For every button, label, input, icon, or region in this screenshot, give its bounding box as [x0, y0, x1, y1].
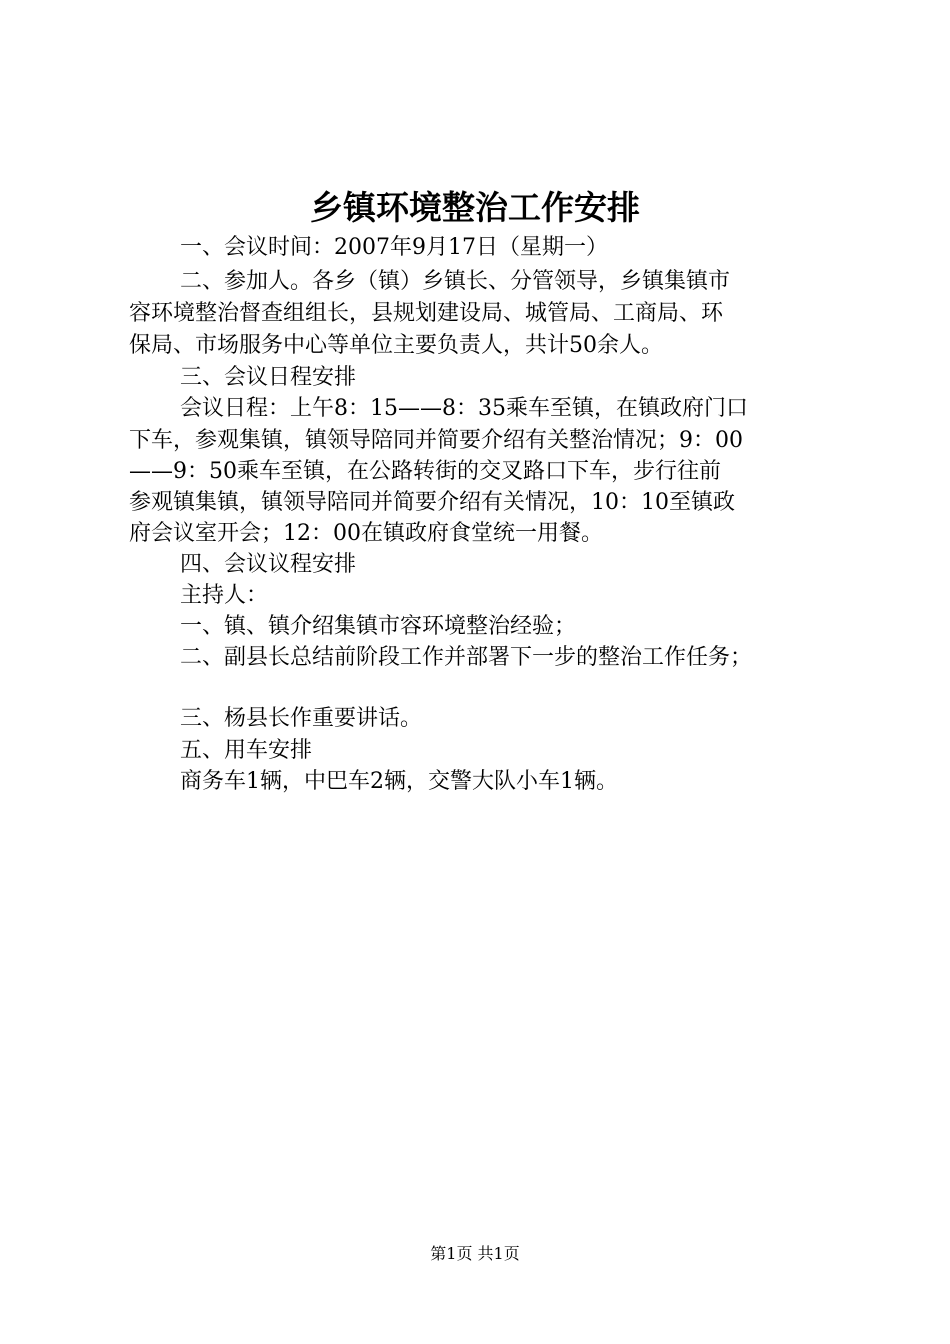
schedule-line-4: 参观镇集镇，镇领导陪同并简要介绍有关情况，10：10至镇政 — [129, 490, 735, 515]
meeting-time-line: 一、会议时间：2007年9月17日（星期一） — [180, 235, 608, 260]
participants-line-2: 容环境整治督查组组长，县规划建设局、城管局、工商局、环 — [129, 301, 724, 326]
page-footer: 第1页 共1页 — [430, 1244, 520, 1263]
section-schedule-heading: 三、会议日程安排 — [180, 365, 357, 390]
agenda-item-3: 三、杨县长作重要讲话。 — [180, 706, 423, 731]
host-line: 主持人： — [180, 583, 269, 608]
agenda-item-2: 二、副县长总结前阶段工作并部署下一步的整治工作任务； — [180, 645, 753, 670]
vehicles-line: 商务车1辆，中巴车2辆，交警大队小车1辆。 — [180, 769, 618, 794]
schedule-line-5: 府会议室开会；12：00在镇政府食堂统一用餐。 — [129, 521, 603, 546]
schedule-line-2: 下车，参观集镇，镇领导陪同并简要介绍有关整治情况；9：00 — [129, 428, 743, 453]
section-agenda-heading: 四、会议议程安排 — [180, 552, 357, 577]
schedule-line-3: ——9：50乘车至镇，在公路转街的交叉路口下车，步行往前 — [129, 459, 721, 484]
schedule-line-1: 会议日程：上午8：15——8：35乘车至镇，在镇政府门口 — [180, 396, 748, 421]
document-title: 乡镇环境整治工作安排 — [310, 188, 640, 227]
participants-line-1: 二、参加人。各乡（镇）乡镇长、分管领导，乡镇集镇市 — [180, 269, 731, 294]
participants-line-3: 保局、市场服务中心等单位主要负责人，共计50余人。 — [129, 333, 663, 358]
agenda-item-1: 一、镇、镇介绍集镇市容环境整治经验； — [180, 614, 577, 639]
section-vehicles-heading: 五、用车安排 — [180, 738, 313, 763]
